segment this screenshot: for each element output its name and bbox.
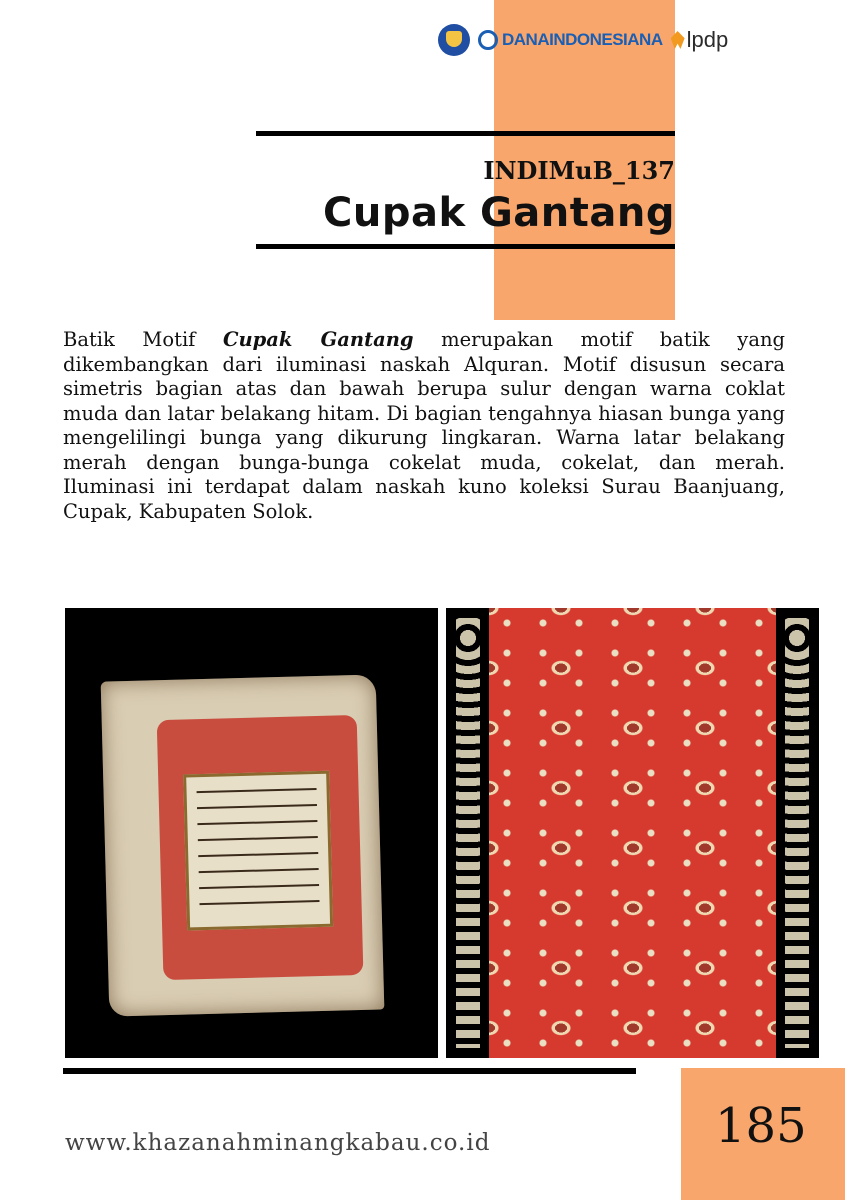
sponsor-logos <box>438 22 728 58</box>
right-vine-border <box>779 608 815 1058</box>
page-number: 185 <box>715 1098 807 1154</box>
left-vine-border <box>450 608 486 1058</box>
batik-pattern-image <box>446 608 819 1058</box>
bottom-divider <box>63 1068 636 1074</box>
top-divider <box>256 131 675 136</box>
dana-indonesiana-text: DANAINDONESIANA <box>502 30 663 49</box>
website-url: www.khazanahminangkabau.co.id <box>65 1130 491 1156</box>
kemdikbud-logo-icon <box>438 24 470 56</box>
manuscript-photo <box>65 608 438 1058</box>
batik-red-field <box>489 608 776 1058</box>
title-divider <box>256 244 675 249</box>
description-paragraph <box>63 328 785 524</box>
manuscript-page <box>101 674 385 1016</box>
motif-title: Cupak Gantang <box>322 190 675 236</box>
description-lead: Batik Motif <box>63 328 223 351</box>
lpdp-logo <box>671 27 729 53</box>
description-body: merupakan motif batik yang dikembangkan dari iluminasi naskah Alquran. Motif disusun secara simetris bagian atas dan bawah berupa sulur dengan warna coklat muda dan latar belakang hitam. Di bagian tengahnya hiasan bunga yang mengelilingi bunga yang dikurung lingkaran. Warna latar belakang merah dengan bunga-bunga cokelat muda, cokelat, dan merah. Iluminasi ini terdapat dalam naskah kuno koleksi Surau Baanjuang, Cupak, Kabupaten Solok. <box>63 328 785 523</box>
arabic-text-panel <box>183 771 333 931</box>
lpdp-text: lpdp <box>686 27 729 52</box>
clock-icon <box>478 30 498 50</box>
flame-icon <box>671 31 685 49</box>
description-emphasis: Cupak Gantang <box>222 328 414 351</box>
motif-code: INDIMuB_137 <box>483 156 675 185</box>
dana-indonesiana-logo <box>478 30 663 50</box>
